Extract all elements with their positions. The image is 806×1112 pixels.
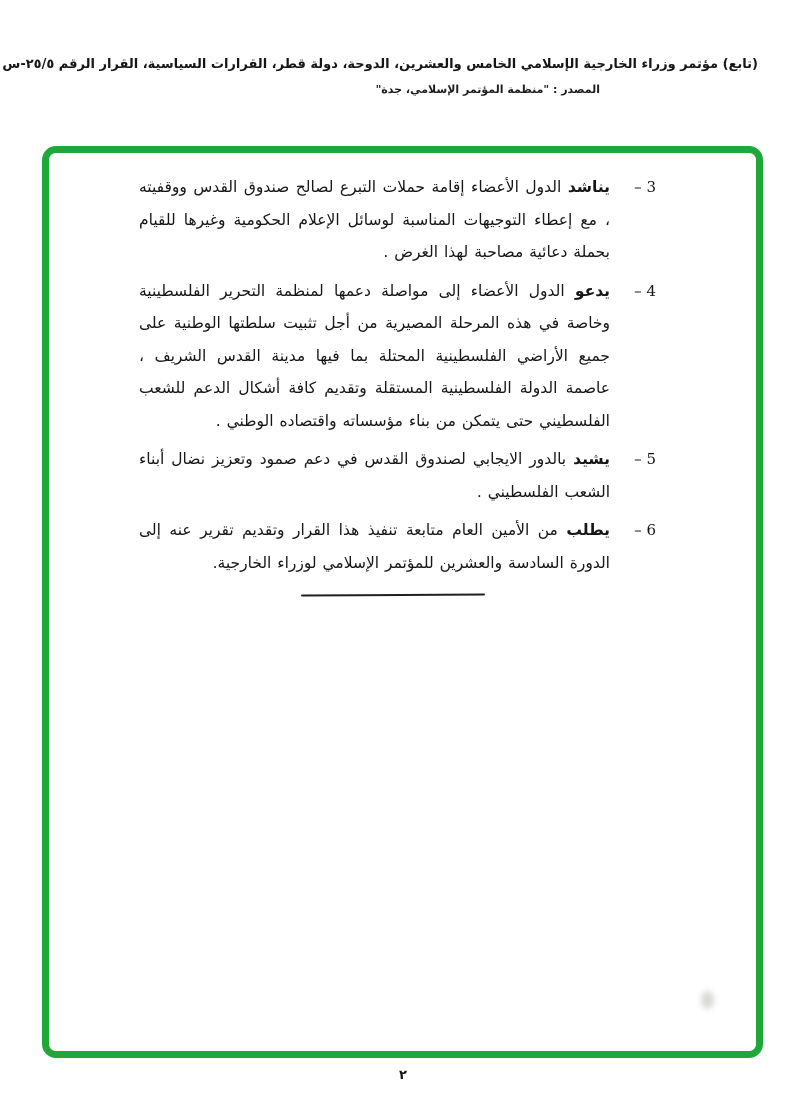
clause-verb-4: يدعو <box>574 281 610 300</box>
clause-text-5 <box>139 443 610 508</box>
clause-verb-5: يشيد <box>573 450 610 468</box>
clause-verb-3: يناشد <box>567 178 610 196</box>
clause-body-5: بالدور الايجابي لصندوق القدس في دعم صمود وتعزيز نضال أبناء الشعب الفلسطيني . <box>139 450 610 501</box>
document-source-line: المصدر : "منظمة المؤتمر الإسلامي، جدة" <box>375 83 600 96</box>
clause-body-6: من الأمين العام متابعة تنفيذ هذا القرار وتقديم تقرير عنه إلى الدورة السادسة والعشرين للمؤتمر الإسلامي لوزراء الخارجية. <box>139 521 610 572</box>
clause-body-3: الدول الأعضاء إقامة حملات التبرع لصالح صندوق القدس ووقفيته ، مع إعطاء التوجيهات المناسبة لوسائل الإعلام الحكومية وغيرها للقيام بحملة دعائية مصاحبة لهذا الغرض . <box>139 178 610 261</box>
clause-item-4 <box>139 275 656 438</box>
clause-number-6: 6 – <box>634 521 656 539</box>
clause-body-4: الدول الأعضاء إلى مواصلة دعمها لمنظمة التحرير الفلسطينية وخاصة في هذه المرحلة المصيرية من أجل تثبيت سلطتها الوطنية على جميع الأراضي الفلسطينية المحتلة بما فيها مدينة القدس الشريف ، عاصمة الدولة الفلسطينية المستقلة وتقديم كافة أشكال الدعم للشعب الفلسطيني حتى يتمكن من بناء مؤسساته واقتصاده الوطني . <box>139 281 610 430</box>
scan-artifact <box>701 991 714 1009</box>
clause-item-6 <box>139 514 656 579</box>
clause-text-3 <box>139 171 610 269</box>
clause-item-5 <box>139 443 656 508</box>
document-header-line1: (تابع) مؤتمر وزراء الخارجية الإسلامي الخامس والعشرين، الدوحة، دولة قطر، القرارات السياسية، القرار الرقم ٢٥/٥-س <box>2 57 758 72</box>
clause-number-4: 4 – <box>634 281 656 300</box>
clause-verb-6: يطلب <box>566 521 610 539</box>
clause-number-3: 3 – <box>634 178 656 196</box>
clause-item-3 <box>139 171 656 269</box>
resolution-clauses <box>49 153 756 596</box>
content-border-box <box>42 146 763 1058</box>
clause-number-5: 5 – <box>634 450 656 468</box>
end-of-text-rule <box>300 593 484 596</box>
clause-text-6 <box>139 514 610 579</box>
page-number: ٢ <box>399 1068 407 1083</box>
clause-text-4 <box>139 275 610 438</box>
